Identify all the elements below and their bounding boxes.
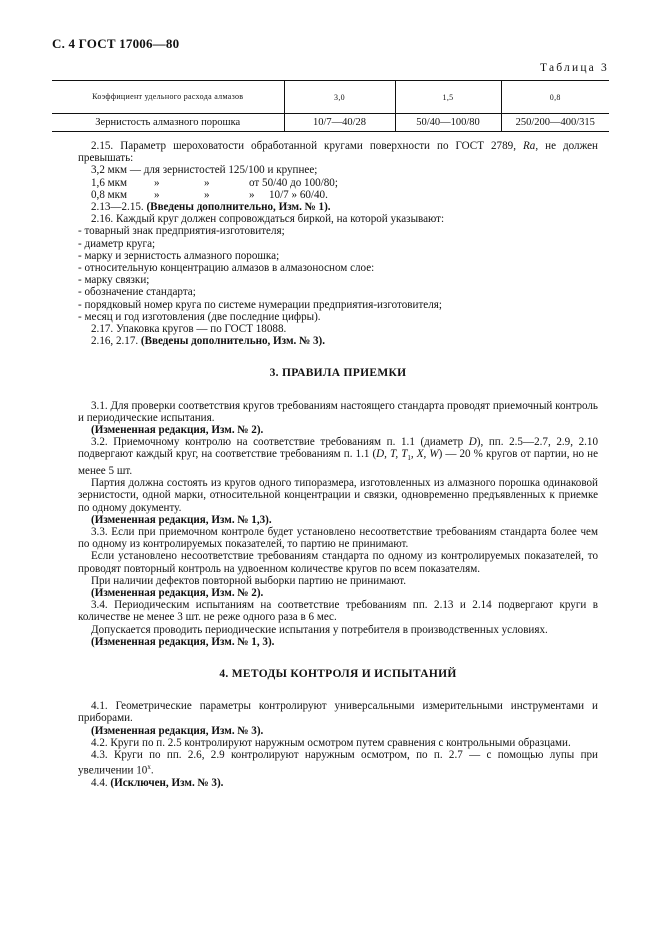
list-item: 0,8 мкм » » » 10/7 » 60/40. — [91, 188, 328, 201]
paragraph-3-3-c: При наличии дефектов повторной выборки партию не принимают. — [91, 574, 407, 587]
paragraph-3-1: 3.1. Для проверки соответствия кругов требованиям настоящего стандарта проводят приемочный контроль и периодические испытания. — [78, 399, 598, 424]
paragraph-4-1: 4.1. Геометрические параметры контролируют универсальными измерительными инструментами и приборами. — [78, 700, 598, 725]
amendment-note: (Измененная редакция, Изм. № 2). — [91, 424, 264, 437]
amendment-note: 2.16, 2.17. (Введены дополнительно, Изм. № 3). — [91, 335, 326, 348]
table-row — [52, 81, 609, 114]
paragraph-3-2-lot: Партия должна состоять из кругов одного типоразмера, изготовленных из алмазного порошка одинаковой зернистости, одной марки, относительной концентрации и связки, одновременно предъявленных к приемке по одному документу. — [78, 477, 598, 514]
table-cell: 0,8 — [501, 81, 609, 114]
list-item: 1,6 мкм » » от 50/40 до 100/80; — [91, 176, 338, 189]
paragraph-4-2: 4.2. Круги по п. 2.5 контролируют наружным осмотром путем сравнения с контрольными образцами. — [91, 736, 571, 749]
paragraph-3-3: 3.3. Если при приемочном контроле будет установлено несоответствие требованиям стандарта более чем по одному из контролируемых показателей, то партию не принимают. — [78, 525, 598, 551]
table-caption: Таблица 3 — [540, 62, 609, 74]
paragraph-2-17: 2.17. Упаковка кругов — по ГОСТ 18088. — [91, 323, 287, 336]
table-3 — [52, 80, 609, 132]
page-header: С. 4 ГОСТ 17006—80 — [52, 36, 180, 51]
paragraph-3-2: 3.2. Приемочному контролю на соответствие требованиям п. 1.1 (диаметр D), пп. 2.5—2.7, 2.9, 2.10 подвергают каждый круг, на соответствие требованиям п. 1.1 (D, T, $T_1$, X, W) — 20 % кругов от партии, но не менее 5 шт. — [78, 436, 598, 477]
table-cell: Зернистость алмазного порошка — [52, 114, 284, 132]
table-row — [52, 114, 609, 132]
list-item: - обозначение стандарта; — [78, 286, 196, 299]
paragraph-2-16: 2.16. Каждый круг должен сопровождаться биркой, на которой указывают: — [91, 213, 445, 226]
amendment-note: (Измененная редакция, Изм. № 1, 3). — [91, 635, 275, 648]
amendment-note: (Измененная редакция, Изм. № 1,3). — [91, 513, 272, 526]
list-item: - товарный знак предприятия-изготовителя; — [78, 225, 285, 238]
list-item: - порядковый номер круга по системе нумерации предприятия-изготовителя; — [78, 298, 442, 311]
amendment-note: (Измененная редакция, Изм. № 2). — [91, 586, 264, 599]
list-item: - марку и зернистость алмазного порошка; — [78, 249, 280, 262]
amendment-note: 2.13—2.15. (Введены дополнительно, Изм. № 1). — [91, 201, 331, 214]
amendment-note: (Измененная редакция, Изм. № 3). — [91, 724, 264, 737]
table-cell: 50/40—100/80 — [395, 114, 501, 132]
list-item: 3,2 мкм — для зернистостей 125/100 и крупнее; — [91, 164, 318, 177]
paragraph-4-3: 4.3. Круги по пп. 2.6, 2.9 контролируют наружным осмотром, по п. 2.7 — с помощью лупы при увеличении $10^х$. — [78, 748, 598, 777]
table-cell: 1,5 — [395, 81, 501, 114]
list-item: - диаметр круга; — [78, 237, 156, 250]
paragraph-3-4-b: Допускается проводить периодические испытания у потребителя в производственных условиях. — [91, 623, 548, 636]
section-heading-3: 3. ПРАВИЛА ПРИЕМКИ — [269, 367, 407, 380]
table-cell: Коэффициент удельного расхода алмазов — [52, 81, 284, 114]
paragraph-4-4: 4.4. (Исключен, Изм. № 3). — [91, 777, 224, 790]
list-item: - месяц и год изготовления (две последние цифры). — [78, 310, 321, 323]
table-cell: 10/7—40/28 — [284, 114, 395, 132]
document-body — [78, 140, 598, 789]
list-item: - марку связки; — [78, 274, 150, 287]
list-item: - относительную концентрацию алмазов в алмазоносном слое: — [78, 262, 375, 275]
section-heading-4: 4. МЕТОДЫ КОНТРОЛЯ И ИСПЫТАНИЙ — [219, 667, 457, 680]
paragraph-3-3-b: Если установлено несоответствие требованиям стандарта по одному из контролируемых показателей, то проводят повторный контроль на удвоенном количестве кругов по всем показателям. — [78, 550, 598, 575]
table-cell: 250/200—400/315 — [501, 114, 609, 132]
paragraph-3-4: 3.4. Периодическим испытаниям на соответствие требованиям пп. 2.13 и 2.14 подвергают круги в количестве не менее 3 шт. не реже одного раза в 6 мес. — [78, 599, 598, 624]
paragraph-2-15: 2.15. Параметр шероховатости обработанной кругами поверхности по ГОСТ 2789, Ra, не должен превышать: — [78, 140, 598, 165]
table-cell: 3,0 — [284, 81, 395, 114]
